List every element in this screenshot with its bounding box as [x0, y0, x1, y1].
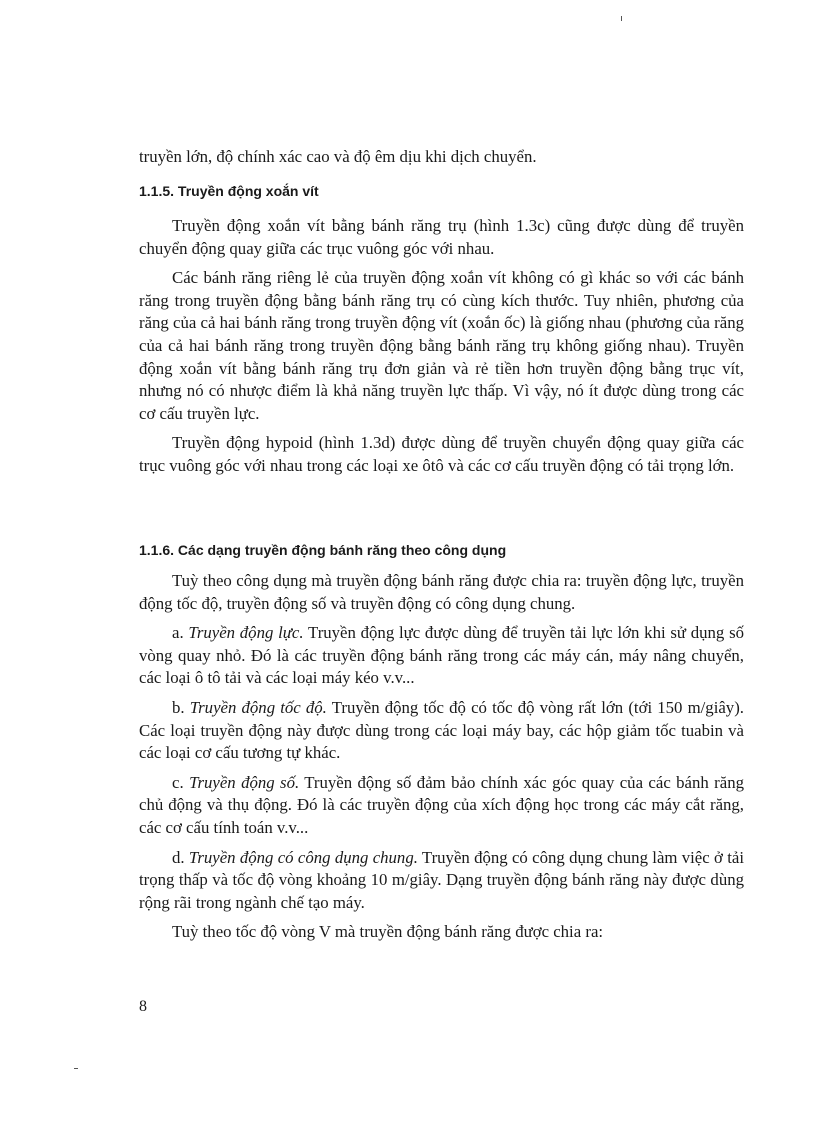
page-number: 8: [139, 998, 147, 1015]
list-text: Truyền động có công dụng chung làm việc ở tải trọng thấp và tốc độ vòng khoảng 10 m/giây. Dạng truyền động bánh răng này được dùng rộng rãi trong ngành chế tạo máy.: [139, 847, 744, 912]
list-term: Truyền động lực.: [188, 623, 304, 643]
paragraph: Các bánh răng riêng lẻ của truyền động xoắn vít không có gì khác so với các bánh răng trong truyền động bằng bánh răng trụ có cùng kích thước. Tuy nhiên, phương của răng của cả hai bánh răng trong truyền động vít (xoắn ốc) là giống nhau (phương của răng của cả hai bánh răng trong truyền động bằng bánh răng trụ không giống nhau). Truyền động xoắn vít bằng bánh răng trụ đơn giản và rẻ tiền hơn truyền động bằng trục vít, nhưng nó có nhược điểm là khả năng truyền lực thấp. Vì vậy, nó ít được dùng trong các cơ cấu truyền lực.: [139, 268, 744, 423]
section-1-1-5-body: [139, 215, 744, 478]
list-label: d.: [172, 847, 185, 867]
list-item-c: [139, 772, 744, 840]
list-term: Truyền động có công dụng chung.: [188, 847, 418, 867]
list-item-d: [139, 847, 744, 915]
paragraph: Truyền động hypoid (hình 1.3d) được dùng để truyền chuyển động quay giữa các trục vuông góc với nhau trong các loại xe ôtô và các cơ cấu truyền động có tải trọng lớn.: [139, 433, 744, 475]
list-label: a.: [172, 623, 184, 643]
list-text: Truyền động tốc độ có tốc độ vòng rất lớn (tới 150 m/giây). Các loại truyền động này được dùng trong các loại máy bay, các hộp giảm tốc tuabin và các loại cơ cấu tương tự khác.: [139, 697, 744, 763]
section-heading-1-1-5: 1.1.5. Truyền động xoắn vít: [139, 183, 319, 199]
list-term: Truyền động tốc độ.: [189, 697, 327, 717]
scan-speck: [74, 1068, 78, 1069]
section-1-1-6-body: [139, 570, 744, 944]
list-label: b.: [172, 697, 185, 717]
paragraph-continuation: truyền lớn, độ chính xác cao và độ êm dịu khi dịch chuyển.: [139, 147, 537, 166]
list-item-a: [139, 622, 744, 690]
section-1-1-6: [139, 540, 744, 560]
paragraph: Tuỳ theo công dụng mà truyền động bánh răng được chia ra: truyền động lực, truyền động tốc độ, truyền động số và truyền động có công dụng chung.: [139, 571, 744, 613]
paragraph: Tuỳ theo tốc độ vòng V mà truyền động bánh răng được chia ra:: [172, 922, 604, 942]
list-text: Truyền động lực được dùng để truyền tải lực lớn khi sử dụng số vòng quay nhỏ. Đó là các truyền động bánh răng trong các máy cán, máy nâng chuyển, các loại ô tô tải và các loại máy kéo v.v...: [139, 623, 745, 688]
paragraph: Truyền động xoắn vít bằng bánh răng trụ (hình 1.3c) cũng được dùng để truyền chuyển động quay giữa các trục vuông góc với nhau.: [139, 216, 744, 258]
list-item-b: [139, 697, 744, 765]
list-term: Truyền động số.: [189, 772, 300, 792]
section-1-1-5: [139, 181, 744, 201]
list-label: c.: [172, 772, 184, 792]
section-heading-1-1-6: 1.1.6. Các dạng truyền động bánh răng theo công dụng: [139, 542, 507, 558]
list-text: Truyền động số đảm bảo chính xác góc quay của các bánh răng chủ động và thụ động. Đó là các truyền động của xích động học trong các máy cắt răng, các cơ cấu tính toán v.v...: [139, 772, 744, 837]
scan-speck: [621, 16, 622, 21]
body-text: [139, 146, 744, 169]
